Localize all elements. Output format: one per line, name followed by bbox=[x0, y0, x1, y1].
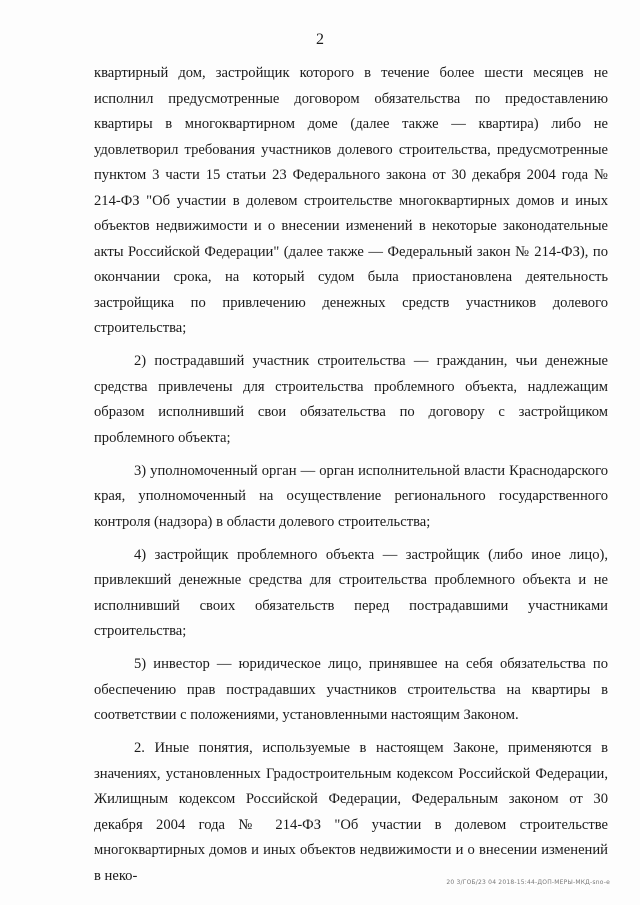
paragraph-item-5: 5) инвестор — юридическое лицо, принявшее на себя обязательства по обеспечению прав пострадавших участников строительства на квартиры в соответствии с положениями, установленными настоящим Законом. bbox=[94, 656, 608, 723]
paragraph-continuation: квартирный дом, застройщик которого в течение более шести месяцев не исполнил предусмотренные договором обязательства по предоставлению квартиры в многоквартирном доме (далее также — квартира) либо не удовлетворил требования участников долевого строительства, предусмотренные пунктом 3 части 15 статьи 23 Федерального закона от 30 декабря 2004 года № 214-ФЗ "Об участии в долевом строительстве многоквартирных домов и иных объектов недвижимости и о внесении изменений в некоторые законодательные акты Российской Федерации" (далее также — Федеральный закон № 214-ФЗ), по окончании срока, на который судом была приостановлена деятельность застройщика по привлечению денежных средств участников долевого строительства; bbox=[94, 65, 608, 336]
paragraph-section-2: 2. Иные понятия, используемые в настоящем Законе, применяются в значениях, установленных Градостроительным кодексом Российской Федерации, Жилищным кодексом Российской Федерации, Федеральным законом от 30 декабря 2004 года № 214-ФЗ "Об участии в долевом строительстве многоквартирных домов и иных объектов недвижимости и о внесении изменений в неко- bbox=[94, 740, 608, 884]
footer-document-code: 20 3/ГОБ/23 04 2018-15:44-ДОП-МЕРЫ-МКД-sno-e bbox=[446, 879, 610, 886]
page-number: 2 bbox=[316, 31, 324, 48]
paragraph-item-2: 2) пострадавший участник строительства — гражданин, чьи денежные средства привлечены для строительства проблемного объекта, надлежащим образом исполнивший свои обязательства по договору с застройщиком проблемного объекта; bbox=[94, 353, 608, 446]
paragraph-item-4: 4) застройщик проблемного объекта — застройщик (либо иное лицо), привлекший денежные средства для строительства проблемного объекта и не исполнивший своих обязательств перед пострадавшими участниками строительства; bbox=[94, 546, 608, 639]
document-body bbox=[94, 61, 608, 889]
paragraph-item-3: 3) уполномоченный орган — орган исполнительной власти Краснодарского края, уполномоченный на осуществление регионального государственного контроля (надзора) в области долевого строительства; bbox=[94, 462, 608, 530]
